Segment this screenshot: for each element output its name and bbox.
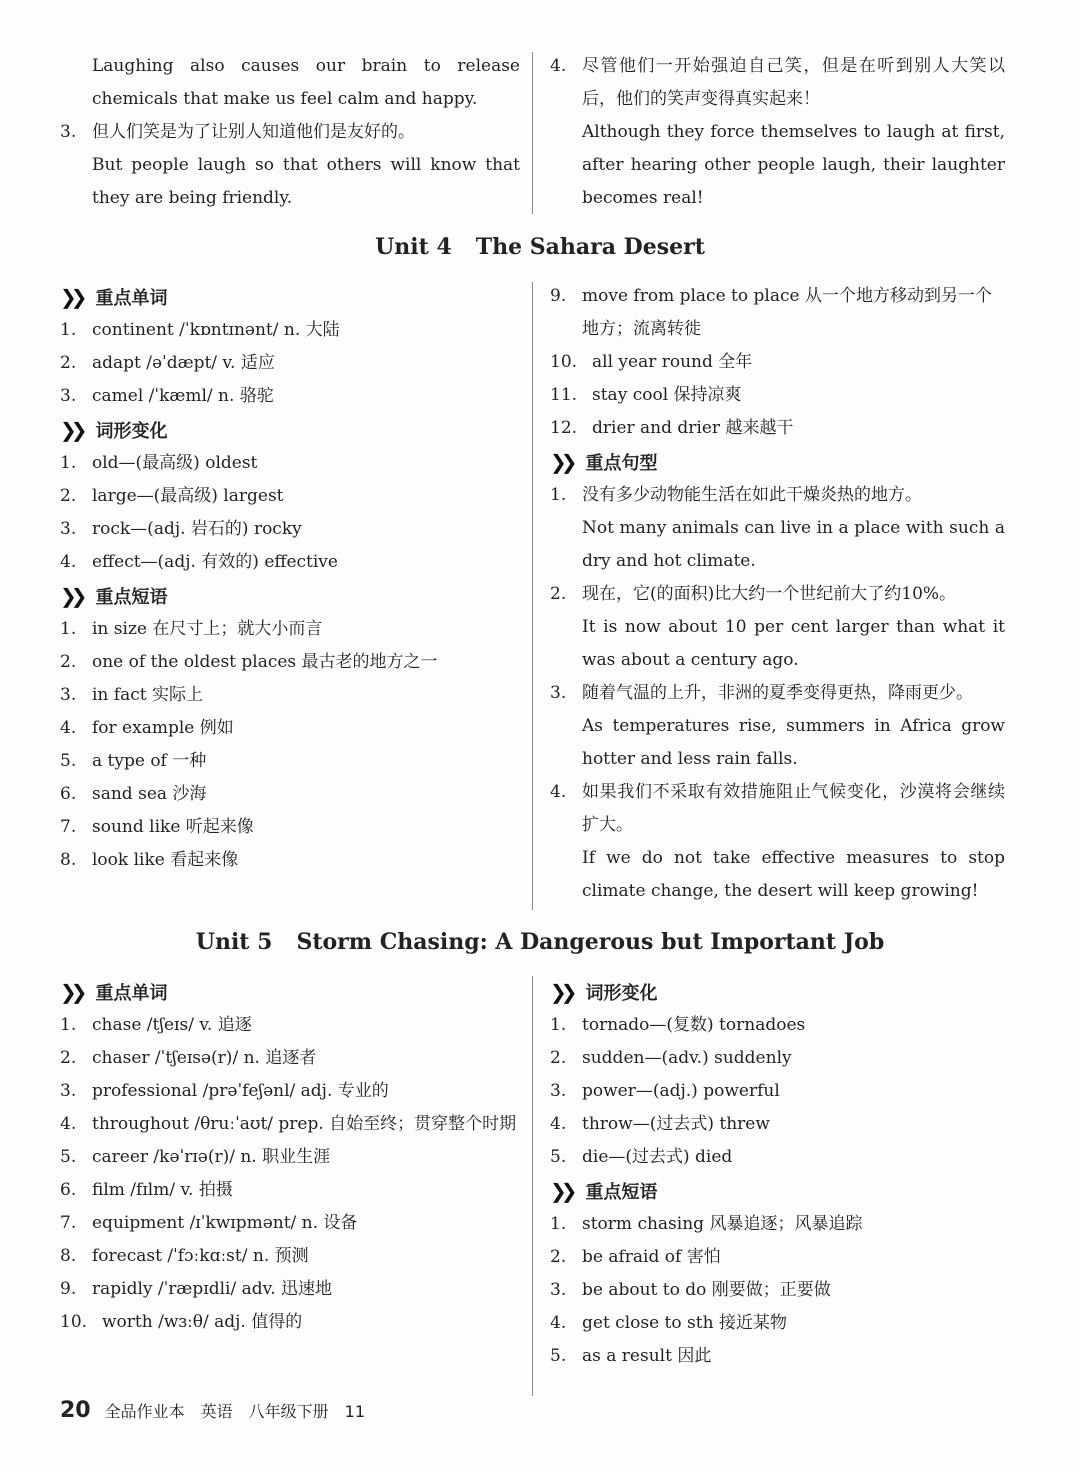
section-heading: ❯❯ 重点句型 <box>550 450 658 474</box>
unit4-left-column <box>60 280 520 877</box>
item-text: drier and drier 越来越干 <box>592 418 794 438</box>
item-number: 2. <box>60 652 77 672</box>
item-number: 8. <box>60 1246 77 1266</box>
list-item <box>550 1307 1005 1340</box>
item-text: all year round 全年 <box>592 352 753 372</box>
item-text: professional /prəˈfeʃənl/ adj. 专业的 <box>92 1081 389 1101</box>
list-item <box>550 1274 1005 1307</box>
item-text: career /kəˈrɪə(r)/ n. 职业生涯 <box>92 1147 331 1167</box>
item-number: 7. <box>60 1213 77 1233</box>
item-text: chase /tʃeɪs/ v. 追逐 <box>92 1015 252 1035</box>
item-number: 7. <box>60 817 77 837</box>
list-item: 3. 但人们笑是为了让别人知道他们是友好的。 But people laugh so that others will know that they are being friendly. <box>60 122 520 208</box>
list-item <box>60 380 520 413</box>
sentence-chinese: 如果我们不采取有效措施阻止气候变化，沙漠将会继续扩大。 <box>582 782 1005 835</box>
sentence-item <box>550 776 1005 908</box>
section-heading: ❯❯ 重点短语 <box>550 1179 658 1203</box>
unit4-right-column <box>550 280 1005 908</box>
list-item <box>60 844 520 877</box>
item-number: 1. <box>550 1214 567 1234</box>
list-item <box>60 745 520 778</box>
item-number: 1. <box>550 1015 567 1035</box>
double-chevron-icon: ❯❯ <box>550 450 572 474</box>
item-number: 3. <box>550 1280 567 1300</box>
item-number: 4. <box>550 1313 567 1333</box>
list-item <box>550 1141 1005 1174</box>
item-number: 6. <box>60 1180 77 1200</box>
list-item <box>60 1075 520 1108</box>
item-text: move from place to place 从一个地方移动到另一个地方；流离转徙 <box>582 286 992 339</box>
item-text: effect—(adj. 有效的) effective <box>92 552 338 572</box>
sentence-chinese: 随着气温的上升，非洲的夏季变得更热，降雨更少。 <box>582 683 973 703</box>
item-number: 2. <box>60 486 77 506</box>
sentence-item <box>550 677 1005 776</box>
item-text: camel /ˈkæml/ n. 骆驼 <box>92 386 274 406</box>
item-text: continent /ˈkɒntɪnənt/ n. 大陆 <box>92 320 340 340</box>
item-number: 1. <box>60 453 77 473</box>
list-item <box>60 1240 520 1273</box>
item-number: 2. <box>60 1048 77 1068</box>
item-number: 3. <box>60 386 77 406</box>
list-item <box>60 347 520 380</box>
list-item <box>550 1241 1005 1274</box>
sentence-english: Not many animals can live in a place with such a dry and hot climate. <box>582 518 1005 571</box>
item-number: 9. <box>60 1279 77 1299</box>
double-chevron-icon: ❯❯ <box>60 980 82 1004</box>
item-text: sound like 听起来像 <box>92 817 254 837</box>
list-item <box>550 280 1005 346</box>
column-divider-unit4 <box>532 282 533 910</box>
list-item <box>550 346 1005 379</box>
item-number: 4. <box>60 1114 77 1134</box>
sentence-english: As temperatures rise, summers in Africa grow hotter and less rain falls. <box>582 716 1005 769</box>
item-text: adapt /əˈdæpt/ v. 适应 <box>92 353 275 373</box>
list-item <box>60 447 520 480</box>
item-number: 3. <box>550 683 567 703</box>
list-item <box>550 1075 1005 1108</box>
item-text: die—(过去式) died <box>582 1147 733 1167</box>
column-divider-top <box>532 52 533 214</box>
item-number: 1. <box>550 485 567 505</box>
item-text: throw—(过去式) threw <box>582 1114 770 1134</box>
list-item: 4. 尽管他们一开始强迫自己笑，但是在听到别人大笑以后，他们的笑声变得真实起来！ Although they force themselves to laugh at first, after hearing other people laugh, their laughter becomes real! <box>550 56 1005 208</box>
item-text: a type of 一种 <box>92 751 207 771</box>
item-number: 9. <box>550 286 567 306</box>
section-heading: ❯❯ 词形变化 <box>60 418 168 442</box>
list-item <box>550 1042 1005 1075</box>
grade: 八年级下册 <box>248 1402 329 1421</box>
list-item <box>60 778 520 811</box>
item-number: 10. <box>60 1312 88 1332</box>
section-heading: ❯❯ 重点单词 <box>60 285 168 309</box>
item-text: equipment /ɪˈkwɪpmənt/ n. 设备 <box>92 1213 358 1233</box>
item-number: 4. <box>60 718 77 738</box>
item-number: 2. <box>60 353 77 373</box>
item-text: one of the oldest places 最古老的地方之一 <box>92 652 438 672</box>
double-chevron-icon: ❯❯ <box>60 418 82 442</box>
double-chevron-icon: ❯❯ <box>550 1179 572 1203</box>
list-item <box>60 513 520 546</box>
page-footer <box>60 1398 381 1423</box>
list-item <box>550 1340 1005 1373</box>
sentence-chinese: 现在，它(的面积)比大约一个世纪前大了约10%。 <box>582 584 957 604</box>
list-item <box>60 811 520 844</box>
item-number: 6. <box>60 784 77 804</box>
list-item <box>550 1009 1005 1042</box>
list-item <box>60 1273 520 1306</box>
item-text: get close to sth 接近某物 <box>582 1313 787 1333</box>
item-text: for example 例如 <box>92 718 234 738</box>
sentence-english: If we do not take effective measures to stop climate change, the desert will keep growing! <box>582 848 1005 901</box>
item-number: 8. <box>60 850 77 870</box>
list-item <box>60 546 520 579</box>
item-text: chaser /ˈtʃeɪsə(r)/ n. 追逐者 <box>92 1048 317 1068</box>
list-item <box>60 613 520 646</box>
double-chevron-icon: ❯❯ <box>60 584 82 608</box>
column-divider-unit5 <box>532 976 533 1396</box>
item-text: in fact 实际上 <box>92 685 203 705</box>
top-right-column <box>550 50 1005 215</box>
unit4-title: Unit 4 The Sahara Desert <box>375 234 705 260</box>
double-chevron-icon: ❯❯ <box>60 285 82 309</box>
item-text: forecast /ˈfɔːkɑːst/ n. 预测 <box>92 1246 309 1266</box>
item-text: be afraid of 害怕 <box>582 1247 721 1267</box>
item-number: 1. <box>60 1015 77 1035</box>
item-text: rock—(adj. 岩石的) rocky <box>92 519 302 539</box>
item-text: power—(adj.) powerful <box>582 1081 780 1101</box>
item-number: 2. <box>550 584 567 604</box>
item-number: 10. <box>550 352 578 372</box>
item-number: 5. <box>60 751 77 771</box>
item-number: 3. <box>60 685 77 705</box>
item-number: 1. <box>60 619 77 639</box>
item-text: in size 在尺寸上；就大小而言 <box>92 619 323 639</box>
list-item <box>60 480 520 513</box>
item-text: as a result 因此 <box>582 1346 712 1366</box>
top-left-column <box>60 50 520 215</box>
book-title: 全品作业本 <box>104 1402 185 1421</box>
item-number: 11. <box>550 385 578 405</box>
section-heading: ❯❯ 重点单词 <box>60 980 168 1004</box>
list-item <box>60 1108 520 1141</box>
item-number: 12. <box>550 418 578 438</box>
item-text: be about to do 刚要做；正要做 <box>582 1280 831 1300</box>
list-item <box>60 1042 520 1075</box>
list-item <box>60 314 520 347</box>
section-heading: ❯❯ 重点短语 <box>60 584 168 608</box>
item-text: worth /wɜːθ/ adj. 值得的 <box>102 1312 303 1332</box>
item-number: 4. <box>550 782 567 802</box>
subject: 英语 <box>200 1402 233 1421</box>
item-number: 4. <box>550 1114 567 1134</box>
unit5-title: Unit 5 Storm Chasing: A Dangerous but Important Job <box>195 929 885 955</box>
item-text: storm chasing 风暴追逐；风暴追踪 <box>582 1214 863 1234</box>
item-number: 5. <box>60 1147 77 1167</box>
sentence-english: It is now about 10 per cent larger than what it was about a century ago. <box>582 617 1005 670</box>
unit5-left-column <box>60 975 520 1339</box>
item-text: throughout /θruːˈaʊt/ prep. 自始至终；贯穿整个时期 <box>92 1114 517 1134</box>
item-text: rapidly /ˈræpɪdli/ adv. 迅速地 <box>92 1279 333 1299</box>
laughing-paragraph: Laughing also causes our brain to release chemicals that make us feel calm and happy. <box>92 56 520 109</box>
list-item <box>60 646 520 679</box>
sentence-item <box>550 479 1005 578</box>
list-item <box>60 1207 520 1240</box>
item-text: film /fɪlm/ v. 拍摄 <box>92 1180 233 1200</box>
item-number: 5. <box>550 1147 567 1167</box>
list-item <box>60 1174 520 1207</box>
list-item <box>60 679 520 712</box>
item-number: 3. <box>60 1081 77 1101</box>
sentence-item <box>550 578 1005 677</box>
page-number: 20 <box>60 1398 91 1423</box>
item-number: 2. <box>550 1247 567 1267</box>
item-number: 3. <box>60 519 77 539</box>
list-item <box>550 379 1005 412</box>
item-text: old—(最高级) oldest <box>92 453 258 473</box>
list-item <box>60 1141 520 1174</box>
item-text: sand sea 沙海 <box>92 784 207 804</box>
item-text: sudden—(adv.) suddenly <box>582 1048 792 1068</box>
item-number: 5. <box>550 1346 567 1366</box>
unit5-right-column <box>550 975 1005 1373</box>
item-text: tornado—(复数) tornadoes <box>582 1015 806 1035</box>
list-item <box>550 1108 1005 1141</box>
list-item <box>60 1306 520 1339</box>
item-number: 4. <box>60 552 77 572</box>
double-chevron-icon: ❯❯ <box>550 980 572 1004</box>
item-number: 3. <box>550 1081 567 1101</box>
list-item <box>550 1208 1005 1241</box>
sentence-chinese: 没有多少动物能生活在如此干燥炎热的地方。 <box>582 485 922 505</box>
item-text: look like 看起来像 <box>92 850 239 870</box>
list-item <box>60 712 520 745</box>
item-text: stay cool 保持凉爽 <box>592 385 742 405</box>
section-heading: ❯❯ 词形变化 <box>550 980 658 1004</box>
list-item <box>550 412 1005 445</box>
footer-code: 11 <box>344 1402 366 1421</box>
item-number: 2. <box>550 1048 567 1068</box>
list-item <box>60 1009 520 1042</box>
item-number: 1. <box>60 320 77 340</box>
item-text: large—(最高级) largest <box>92 486 284 506</box>
